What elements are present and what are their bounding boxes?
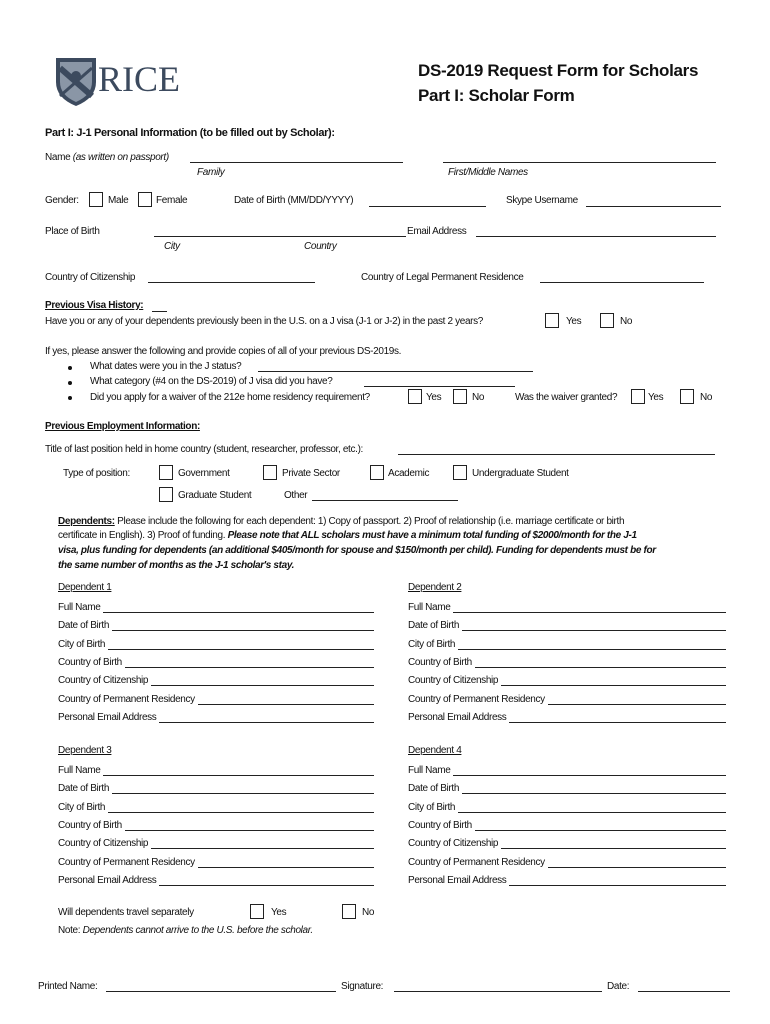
granted-yes-checkbox[interactable] bbox=[631, 389, 645, 404]
dependent-field-label: Country of Permanent Residency bbox=[408, 856, 545, 868]
visa-history-heading: Previous Visa History: bbox=[45, 300, 144, 311]
waiver-yes-checkbox[interactable] bbox=[408, 389, 422, 404]
waiver-yes-label: Yes bbox=[426, 392, 442, 403]
dependent-field-label: City of Birth bbox=[58, 801, 106, 813]
rice-logo bbox=[52, 52, 192, 108]
permanent-residence-label: Country of Legal Permanent Residence bbox=[361, 272, 524, 283]
private-sector-label: Private Sector bbox=[282, 468, 340, 479]
travel-no-checkbox[interactable] bbox=[342, 904, 356, 919]
dependent-field-label: Country of Birth bbox=[408, 656, 472, 668]
visa-heading-extension bbox=[152, 311, 167, 312]
logo-wordmark: RICE bbox=[98, 59, 181, 99]
dependent-2-group bbox=[408, 582, 726, 732]
place-of-birth-label: Place of Birth bbox=[45, 226, 100, 237]
dependent-field-label: Date of Birth bbox=[408, 783, 460, 795]
email-label: Email Address bbox=[407, 226, 467, 237]
citizenship-field[interactable] bbox=[148, 282, 315, 283]
dependent-answer-line[interactable] bbox=[462, 630, 726, 631]
dependent-field-label: Date of Birth bbox=[58, 620, 110, 632]
dependent-answer-line[interactable] bbox=[159, 885, 374, 886]
dependents-intro-line2: certificate in English). 3) Proof of funding. Please note that ALL scholars must have a minimum total funding of $2000/month for the J-1 bbox=[58, 530, 637, 541]
page-title: DS-2019 Request Form for Scholars bbox=[418, 61, 699, 80]
dependent-1-group bbox=[58, 582, 374, 732]
j-category-field[interactable] bbox=[364, 386, 515, 387]
dependent-3-group bbox=[58, 745, 374, 895]
dependent-field-label: Personal Email Address bbox=[408, 711, 507, 723]
dependent-answer-line[interactable] bbox=[108, 812, 374, 813]
dependent-answer-line[interactable] bbox=[458, 812, 726, 813]
dependent-field-label: Country of Birth bbox=[58, 819, 122, 831]
granted-no-label: No bbox=[700, 392, 713, 403]
waiver-no-checkbox[interactable] bbox=[453, 389, 467, 404]
dependent-field-label: Country of Permanent Residency bbox=[408, 693, 545, 705]
dependent-field-label: Country of Permanent Residency bbox=[58, 693, 195, 705]
dependent-field-label: City of Birth bbox=[408, 638, 456, 650]
dependent-field-label: Country of Citizenship bbox=[58, 838, 149, 850]
dependent-field-label: Full Name bbox=[408, 765, 451, 776]
male-checkbox[interactable] bbox=[89, 192, 103, 207]
bullet bbox=[68, 381, 72, 385]
other-label: Other bbox=[284, 490, 308, 501]
undergraduate-label: Undergraduate Student bbox=[472, 468, 569, 479]
travel-yes-label: Yes bbox=[271, 907, 287, 918]
family-hint: Family bbox=[197, 167, 225, 178]
skype-field[interactable] bbox=[586, 206, 721, 207]
dependent-answer-line[interactable] bbox=[453, 612, 726, 613]
bullet-dates: What dates were you in the J status? bbox=[90, 361, 242, 372]
bullet-waiver: Did you apply for a waiver of the 212e home residency requirement? bbox=[90, 392, 370, 403]
employment-heading: Previous Employment Information: bbox=[45, 421, 200, 432]
dependent-field-label: Full Name bbox=[58, 765, 101, 776]
graduate-checkbox[interactable] bbox=[159, 487, 173, 502]
dependent-answer-line[interactable] bbox=[548, 867, 726, 868]
dependent-title: Dependent 3 bbox=[58, 745, 112, 756]
date-field[interactable] bbox=[638, 991, 730, 992]
dependent-answer-line[interactable] bbox=[112, 630, 374, 631]
bullet bbox=[68, 396, 72, 400]
citizenship-label: Country of Citizenship bbox=[45, 272, 136, 283]
dependents-intro-line3: visa, plus funding for dependents (an additional $405/month for spouse and $150/month per child). Funding for dependents must be for bbox=[58, 545, 656, 556]
dependent-field-label: Date of Birth bbox=[58, 783, 110, 795]
waiver-granted-label: Was the waiver granted? bbox=[515, 392, 618, 403]
dependent-title: Dependent 4 bbox=[408, 745, 462, 756]
position-title-question: Title of last position held in home country (student, researcher, professor, etc.): bbox=[45, 444, 363, 455]
dependent-field-label: Full Name bbox=[58, 602, 101, 613]
dependent-field-label: Full Name bbox=[408, 602, 451, 613]
dependent-field-label: Country of Citizenship bbox=[58, 675, 149, 687]
dependent-answer-line[interactable] bbox=[462, 793, 726, 794]
dependent-field-label: Country of Citizenship bbox=[408, 675, 499, 687]
travel-yes-checkbox[interactable] bbox=[250, 904, 264, 919]
gender-label: Gender: bbox=[45, 195, 79, 206]
dependent-answer-line[interactable] bbox=[475, 830, 726, 831]
dependent-answer-line[interactable] bbox=[125, 830, 374, 831]
undergraduate-checkbox[interactable] bbox=[453, 465, 467, 480]
government-checkbox[interactable] bbox=[159, 465, 173, 480]
dob-field[interactable] bbox=[369, 206, 486, 207]
place-of-birth-field[interactable] bbox=[154, 236, 406, 237]
dependents-intro-line1: Dependents: Please include the following for each dependent: 1) Copy of passport. 2) Proof of relationship (i.e. marriage certificate or birth bbox=[58, 516, 625, 527]
name-label: Name (as written on passport) bbox=[45, 152, 169, 163]
j-status-dates-field[interactable] bbox=[258, 371, 533, 372]
part1-heading: Part I: J-1 Personal Information (to be filled out by Scholar): bbox=[45, 127, 335, 139]
signature-field[interactable] bbox=[394, 991, 602, 992]
first-middle-hint: First/Middle Names bbox=[448, 167, 528, 178]
printed-name-field[interactable] bbox=[106, 991, 336, 992]
dependent-answer-line[interactable] bbox=[103, 775, 374, 776]
dependent-field-label: City of Birth bbox=[408, 801, 456, 813]
position-title-field[interactable] bbox=[398, 454, 715, 455]
dependent-answer-line[interactable] bbox=[198, 867, 374, 868]
dependent-answer-line[interactable] bbox=[501, 685, 726, 686]
bullet bbox=[68, 366, 72, 370]
dependent-answer-line[interactable] bbox=[103, 612, 374, 613]
dependent-answer-line[interactable] bbox=[151, 848, 374, 849]
shield-icon bbox=[54, 54, 98, 108]
dependent-answer-line[interactable] bbox=[108, 649, 374, 650]
government-label: Government bbox=[178, 468, 230, 479]
dependent-field-label: Personal Email Address bbox=[408, 874, 507, 886]
signature-label: Signature: bbox=[341, 981, 384, 992]
permanent-residence-field[interactable] bbox=[540, 282, 704, 283]
granted-no-checkbox[interactable] bbox=[680, 389, 694, 404]
visa-yes-checkbox[interactable] bbox=[545, 313, 559, 328]
dependent-field-label: City of Birth bbox=[58, 638, 106, 650]
arrival-note: Note: Dependents cannot arrive to the U.S. before the scholar. bbox=[58, 925, 313, 936]
academic-checkbox[interactable] bbox=[370, 465, 384, 480]
waiver-no-label: No bbox=[472, 392, 485, 403]
first-middle-name-field[interactable] bbox=[443, 162, 716, 163]
travel-question: Will dependents travel separately bbox=[58, 907, 194, 918]
dependent-answer-line[interactable] bbox=[475, 667, 726, 668]
visa-no-checkbox[interactable] bbox=[600, 313, 614, 328]
email-field[interactable] bbox=[476, 236, 716, 237]
page-subtitle: Part I: Scholar Form bbox=[418, 86, 575, 105]
visa-no-label: No bbox=[620, 316, 633, 327]
dependent-answer-line[interactable] bbox=[548, 704, 726, 705]
dependent-answer-line[interactable] bbox=[112, 793, 374, 794]
family-name-field[interactable] bbox=[190, 162, 403, 163]
bullet-category: What category (#4 on the DS-2019) of J visa did you have? bbox=[90, 376, 333, 387]
dependent-field-label: Country of Birth bbox=[408, 819, 472, 831]
dependent-answer-line[interactable] bbox=[159, 722, 374, 723]
dependent-field-label: Date of Birth bbox=[408, 620, 460, 632]
female-checkbox[interactable] bbox=[138, 192, 152, 207]
dependent-field-label: Country of Citizenship bbox=[408, 838, 499, 850]
date-label: Date: bbox=[607, 981, 630, 992]
dependent-field-label: Country of Permanent Residency bbox=[58, 856, 195, 868]
dependent-4-group bbox=[408, 745, 726, 895]
dependent-title: Dependent 1 bbox=[58, 582, 112, 593]
dependent-answer-line[interactable] bbox=[509, 885, 726, 886]
dependent-answer-line[interactable] bbox=[501, 848, 726, 849]
other-field[interactable] bbox=[312, 500, 458, 501]
travel-no-label: No bbox=[362, 907, 375, 918]
dependent-field-label: Country of Birth bbox=[58, 656, 122, 668]
graduate-label: Graduate Student bbox=[178, 490, 252, 501]
if-yes-text: If yes, please answer the following and provide copies of all of your previous DS-2019s. bbox=[45, 346, 402, 357]
dependent-answer-line[interactable] bbox=[453, 775, 726, 776]
dependents-intro-line4: the same number of months as the J-1 scholar's stay. bbox=[58, 560, 295, 571]
dependent-answer-line[interactable] bbox=[458, 649, 726, 650]
dependent-answer-line[interactable] bbox=[198, 704, 374, 705]
city-hint: City bbox=[164, 241, 180, 252]
dependent-title: Dependent 2 bbox=[408, 582, 462, 593]
private-sector-checkbox[interactable] bbox=[263, 465, 277, 480]
visa-question: Have you or any of your dependents previously been in the U.S. on a J visa (J-1 or J-2) in the past 2 years? bbox=[45, 316, 484, 327]
dependent-field-label: Personal Email Address bbox=[58, 711, 157, 723]
country-hint: Country bbox=[304, 241, 337, 252]
visa-yes-label: Yes bbox=[566, 316, 582, 327]
dob-label: Date of Birth (MM/DD/YYYY) bbox=[234, 195, 354, 206]
academic-label: Academic bbox=[388, 468, 430, 479]
printed-name-label: Printed Name: bbox=[38, 981, 98, 992]
female-label: Female bbox=[156, 195, 188, 206]
dependent-field-label: Personal Email Address bbox=[58, 874, 157, 886]
male-label: Male bbox=[108, 195, 129, 206]
dependent-answer-line[interactable] bbox=[151, 685, 374, 686]
skype-label: Skype Username bbox=[506, 195, 578, 206]
dependent-answer-line[interactable] bbox=[125, 667, 374, 668]
granted-yes-label: Yes bbox=[648, 392, 664, 403]
dependent-answer-line[interactable] bbox=[509, 722, 726, 723]
position-type-label: Type of position: bbox=[63, 468, 130, 479]
